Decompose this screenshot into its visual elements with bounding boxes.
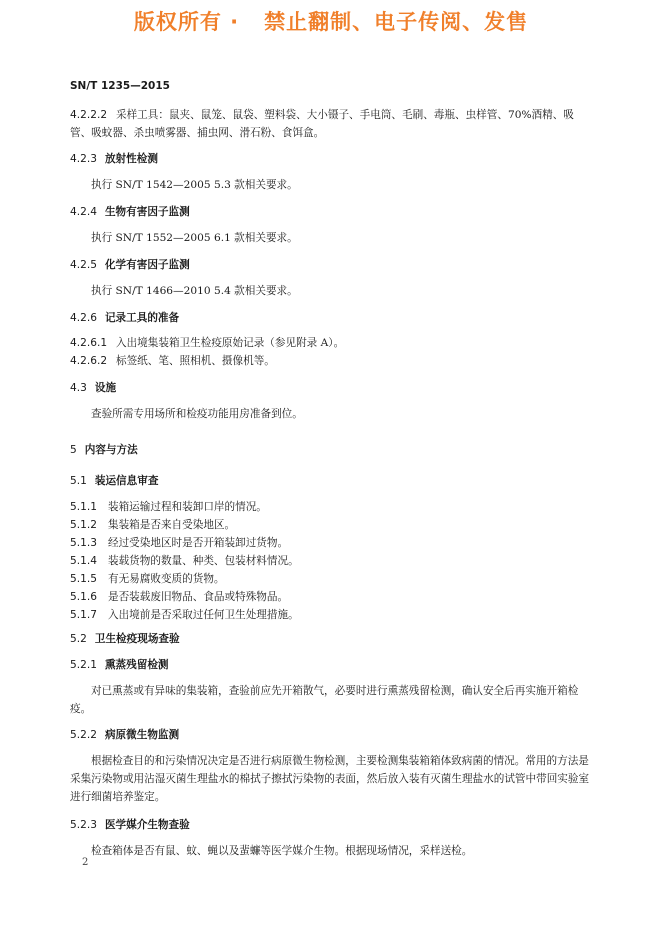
clause-text: 集装箱是否来自受染地区。 xyxy=(108,519,236,531)
heading-5 xyxy=(70,441,590,459)
clause-4-2-2-2 xyxy=(70,106,590,142)
heading-4-2-3 xyxy=(70,150,590,168)
paragraph-5-2-3: 检查箱体是否有鼠、蚊、蝇以及蜚蠊等医学媒介生物。根据现场情况，采样送检。 xyxy=(91,845,473,857)
clause-4-2-6-1 xyxy=(70,334,590,352)
clause-5-1-7 xyxy=(70,606,590,624)
paragraph-5-2-2: 根据检查目的和污染情况决定是否进行病原微生物检测，主要检测集装箱箱体致病菌的情况。常用的方法是采集污染物或用沾湿灭菌生理盐水的棉拭子擦拭污染物的表面，然后放入装有灭菌生理盐水的试管中带回实验室进行细菌培养鉴定。 xyxy=(70,755,590,803)
clause-number: 5.1.4 xyxy=(70,555,97,567)
heading-5-2-2 xyxy=(70,726,590,744)
heading-number: 5.2.3 xyxy=(70,819,97,831)
clause-number: 4.2.6.2 xyxy=(70,355,108,367)
heading-number: 4.2.4 xyxy=(70,206,97,218)
clause-text: 标签纸、笔、照相机、摄像机等。 xyxy=(116,355,275,367)
clause-number: 5.1.6 xyxy=(70,591,97,603)
heading-title: 内容与方法 xyxy=(84,444,138,456)
heading-number: 4.2.5 xyxy=(70,259,97,271)
heading-title: 熏蒸残留检测 xyxy=(104,659,169,671)
clause-5-1-6 xyxy=(70,588,590,606)
heading-title: 记录工具的准备 xyxy=(104,312,180,324)
heading-5-2-1 xyxy=(70,656,590,674)
clause-number: 5.1.3 xyxy=(70,537,97,549)
heading-title: 装运信息审查 xyxy=(94,475,159,487)
clause-number: 5.1.5 xyxy=(70,573,97,585)
clause-number: 4.2.6.1 xyxy=(70,337,108,349)
heading-4-3 xyxy=(70,379,590,397)
paragraph-5-2-1: 对已熏蒸或有异味的集装箱，查验前应先开箱散气，必要时进行熏蒸残留检测，确认安全后再实施开箱检疫。 xyxy=(70,685,579,715)
heading-4-2-5 xyxy=(70,256,590,274)
heading-number: 5.1 xyxy=(70,475,87,487)
heading-5-1 xyxy=(70,472,590,490)
clause-number: 4.2.2.2 xyxy=(70,109,108,121)
clause-text: 是否装载废旧物品、食品或特殊物品。 xyxy=(108,591,289,603)
clause-5-1-5 xyxy=(70,570,590,588)
clause-text: 经过受染地区时是否开箱装卸过货物。 xyxy=(108,537,289,549)
heading-number: 5.2.1 xyxy=(70,659,97,671)
clause-text: 有无易腐败变质的货物。 xyxy=(108,573,225,585)
heading-4-2-6 xyxy=(70,309,590,327)
heading-title: 卫生检疫现场查验 xyxy=(94,633,180,645)
heading-number: 4.2.3 xyxy=(70,153,97,165)
clause-5-1-1 xyxy=(70,498,590,516)
heading-number: 5.2 xyxy=(70,633,87,645)
paragraph-4-3: 查验所需专用场所和检疫功能用房准备到位。 xyxy=(91,408,303,420)
clause-5-1-3 xyxy=(70,534,590,552)
paragraph-4-2-4: 执行 SN/T 1552—2005 6.1 款相关要求。 xyxy=(91,232,298,244)
heading-4-2-4 xyxy=(70,203,590,221)
heading-title: 病原微生物监测 xyxy=(104,729,180,741)
heading-number: 4.3 xyxy=(70,382,87,394)
clause-number: 5.1.1 xyxy=(70,501,97,513)
clause-number: 5.1.2 xyxy=(70,519,97,531)
copyright-watermark: 版权所有 · 禁止翻制、电子传阅、发售 xyxy=(133,10,529,34)
paragraph-4-2-5: 执行 SN/T 1466—2010 5.4 款相关要求。 xyxy=(91,285,298,297)
heading-title: 放射性检测 xyxy=(104,153,158,165)
page-number: 2 xyxy=(82,857,89,868)
clause-4-2-6-2 xyxy=(70,352,590,370)
heading-title: 化学有害因子监测 xyxy=(104,259,190,271)
clause-5-1-4 xyxy=(70,552,590,570)
heading-5-2-3 xyxy=(70,816,590,834)
heading-title: 医学媒介生物查验 xyxy=(104,819,190,831)
heading-5-2 xyxy=(70,630,590,648)
heading-title: 设施 xyxy=(94,382,117,394)
paragraph-4-2-3: 执行 SN/T 1542—2005 5.3 款相关要求。 xyxy=(91,179,298,191)
clause-text: 入出境集装箱卫生检疫原始记录（参见附录 A）。 xyxy=(116,337,345,349)
heading-number: 5 xyxy=(70,444,77,456)
heading-number: 5.2.2 xyxy=(70,729,97,741)
clause-number: 5.1.7 xyxy=(70,609,97,621)
clause-text: 装载货物的数量、种类、包装材料情况。 xyxy=(108,555,299,567)
heading-title: 生物有害因子监测 xyxy=(104,206,190,218)
heading-number: 4.2.6 xyxy=(70,312,97,324)
clause-text: 采样工具：鼠夹、鼠笼、鼠袋、塑料袋、大小镊子、手电筒、毛刷、毒瓶、虫样管、70%酒精、吸管、吸蚊器、杀虫喷雾器、捕虫网、滑石粉、食饵盒。 xyxy=(70,109,574,139)
standard-code-header: SN/T 1235—2015 xyxy=(70,80,170,92)
clause-text: 入出境前是否采取过任何卫生处理措施。 xyxy=(108,609,299,621)
clause-text: 装箱运输过程和装卸口岸的情况。 xyxy=(108,501,267,513)
clause-5-1-2 xyxy=(70,516,590,534)
